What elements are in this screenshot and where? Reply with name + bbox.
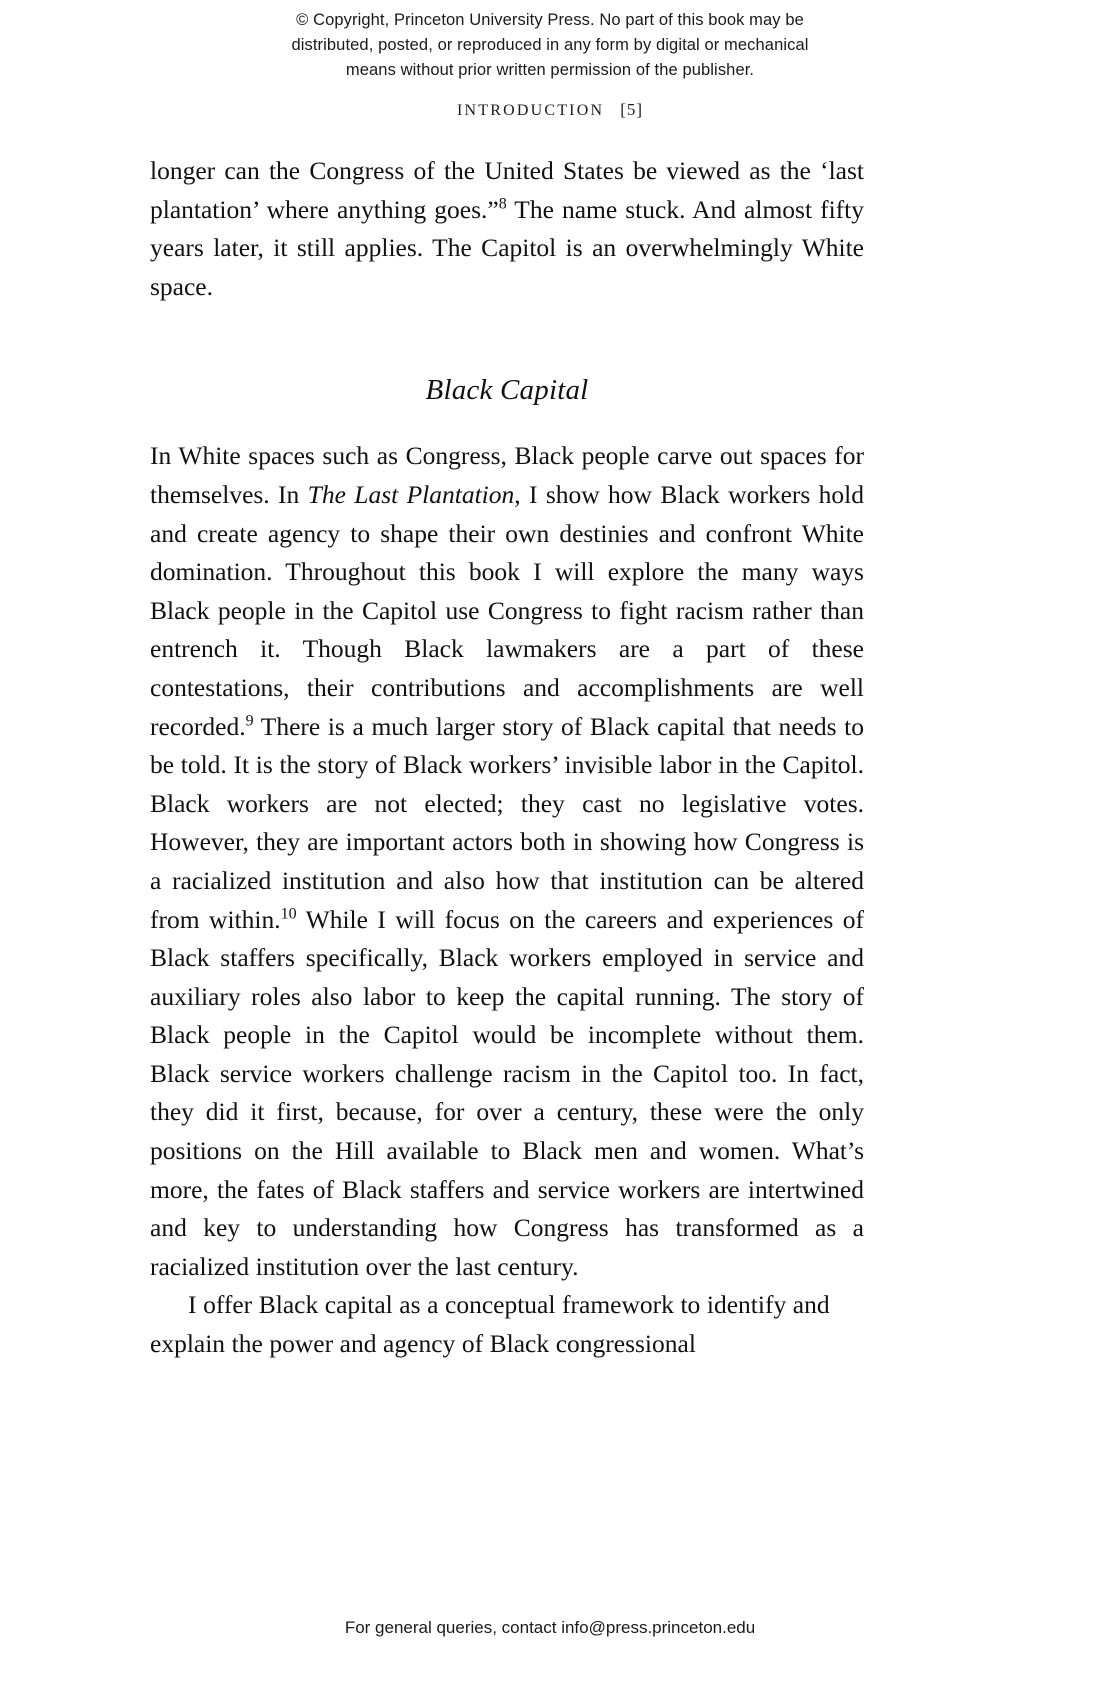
- footnote-marker-10: 10: [280, 905, 297, 922]
- copyright-notice: [0, 8, 1100, 83]
- spacer-above-heading: [150, 306, 864, 374]
- paragraph-1-text-b: The name stuck. And almost fifty years later, it still applies. The Capitol is an overwhelmingly White space.: [150, 194, 864, 301]
- page-number: [5]: [620, 100, 644, 119]
- paragraph-1-text-a: longer can the Congress of the United States be viewed as the ‘last plantation’ where anything goes.”: [150, 156, 864, 224]
- paragraph-2-text-a: In White spaces such as Congress, Black people carve out spaces for themselves. In: [150, 441, 864, 509]
- paragraph-black-capital: [150, 437, 864, 1286]
- copyright-line-3: means without prior written permission of the publisher.: [345, 61, 755, 79]
- copyright-line-1: © Copyright, Princeton University Press. No part of this book may be: [296, 11, 804, 29]
- running-head-label: INTRODUCTION: [456, 102, 605, 119]
- footer-queries: For general queries, contact info@press.princeton.edu: [344, 1618, 756, 1637]
- spacer-below-heading: [150, 407, 864, 437]
- book-title-italic: The Last Plantation: [307, 479, 515, 509]
- paragraph-2-text-d: While I will focus on the careers and experiences of Black staffers specifically, Black workers employed in service and auxiliary roles also labor to keep the capital running. The story of Black people in the Capitol would be incomplete without them. Black service workers challenge racism in the Capitol too. In fact, they did it first, because, for over a century, these were the only positions on the Hill available to Black men and women. What’s more, the fates of Black staffers and service workers are intertwined and key to understanding how Congress has transformed as a racialized institution over the last century.: [150, 904, 864, 1281]
- footnote-marker-8: 8: [498, 195, 507, 213]
- section-heading: Black Capital: [425, 374, 589, 407]
- paragraph-continued: [150, 152, 864, 306]
- running-head: [0, 100, 1100, 120]
- paragraph-black-capital-framework: I offer Black capital as a conceptual framework to identify and explain the power and agency of Black congressional: [150, 1290, 830, 1359]
- paragraph-2-text-c: There is a much larger story of Black capital that needs to be told. It is the story of Black workers’ invisible labor in the Capitol. Black workers are not elected; they cast no legislative votes. However, they are important actors both in showing how Congress is a racialized institution and also how that institution can be altered from within.: [150, 711, 864, 934]
- footnote-marker-9: 9: [245, 712, 254, 730]
- paragraph-2-text-b: , I show how Black workers hold and create agency to shape their own destinies and confront White domination. Throughout this book I will explore the many ways Black people in the Capitol use Congress to fight racism rather than entrench it. Though Black lawmakers are a part of these contestations, their contributions and accomplishments are well recorded.: [150, 479, 865, 741]
- copyright-line-2: distributed, posted, or reproduced in any form by digital or mechanical: [291, 36, 809, 54]
- body-text-block: [150, 152, 864, 1364]
